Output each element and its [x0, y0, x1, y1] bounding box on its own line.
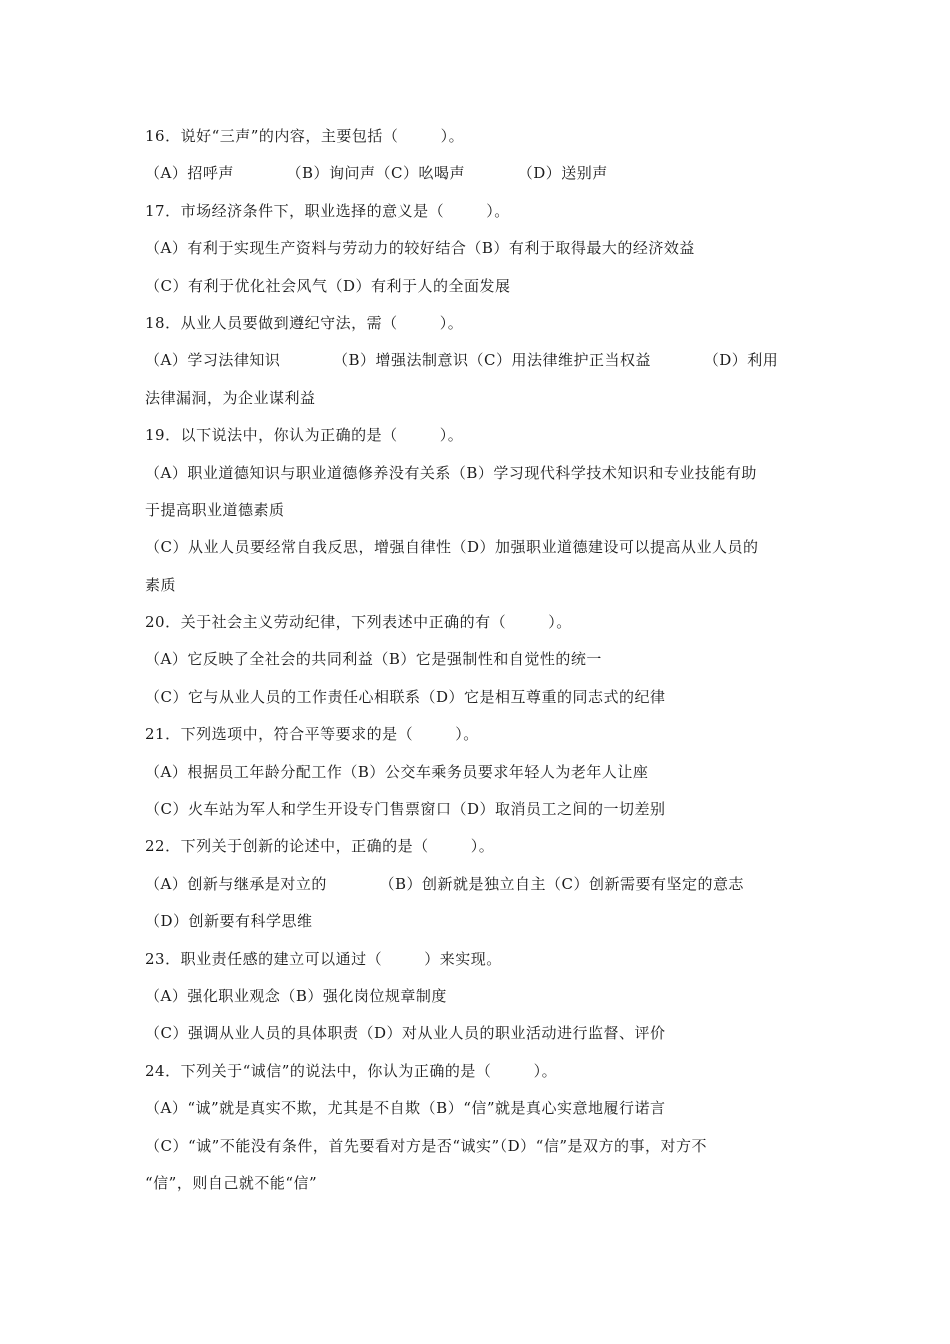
options-18: （A）学习法律知识 （B）增强法制意识（C）用法律维护正当权益 （D）利用: [145, 351, 779, 370]
options-22-a-c: （A）创新与继承是对立的 （B）创新就是独立自主（C）创新需要有坚定的意志: [145, 874, 745, 893]
question-24: 24．下列关于“诚信”的说法中，你认为正确的是（ ）。: [145, 1061, 558, 1080]
options-19-c-d-cont: 素质: [145, 575, 177, 594]
question-17: 17．市场经济条件下，职业选择的意义是（ ）。: [145, 201, 510, 220]
options-23-a-b: （A）强化职业观念（B）强化岗位规章制度: [145, 986, 447, 1005]
options-21-c-d: （C）火车站为军人和学生开设专门售票窗口（D）取消员工之间的一切差别: [145, 800, 666, 819]
question-18: 18．从业人员要做到遵纪守法，需（ ）。: [145, 313, 464, 332]
options-24-c-d: （C）“诚”不能没有条件，首先要看对方是否“诚实”（D）“信”是双方的事，对方不: [145, 1136, 708, 1155]
question-20: 20．关于社会主义劳动纪律，下列表述中正确的有（ ）。: [145, 613, 572, 632]
options-19-a-b-cont: 于提高职业道德素质: [145, 500, 285, 519]
options-24-a-b: （A）“诚”就是真实不欺，尤其是不自欺（B）“信”就是真心实意地履行诺言: [145, 1099, 666, 1118]
options-24-c-d-cont: “信”，则自己就不能“信”: [145, 1173, 318, 1192]
question-21: 21．下列选项中，符合平等要求的是（ ）。: [145, 725, 479, 744]
options-17-c-d: （C）有利于优化社会风气（D）有利于人的全面发展: [145, 276, 511, 295]
options-18-cont: 法律漏洞，为企业谋利益: [145, 388, 316, 407]
question-23: 23．职业责任感的建立可以通过（ ）来实现。: [145, 949, 502, 968]
options-23-c-d: （C）强调从业人员的具体职责（D）对从业人员的职业活动进行监督、评价: [145, 1024, 666, 1043]
options-20-a-b: （A）它反映了全社会的共同利益（B）它是强制性和自觉性的统一: [145, 650, 602, 669]
question-16: 16．说好“三声”的内容，主要包括（ ）。: [145, 127, 465, 145]
options-22-d: （D）创新要有科学思维: [145, 912, 313, 931]
options-16: （A）招呼声 （B）询问声（C）吆喝声 （D）送别声: [145, 164, 608, 183]
options-20-c-d: （C）它与从业人员的工作责任心相联系（D）它是相互尊重的同志式的纪律: [145, 687, 666, 706]
question-22: 22．下列关于创新的论述中，正确的是（ ）。: [145, 837, 495, 856]
options-19-c-d: （C）从业人员要经常自我反思，增强自律性（D）加强职业道德建设可以提高从业人员的: [145, 538, 759, 557]
document-page: [145, 118, 805, 1202]
options-17-a-b: （A）有利于实现生产资料与劳动力的较好结合（B）有利于取得最大的经济效益: [145, 239, 695, 258]
question-19: 19．以下说法中，你认为正确的是（ ）。: [145, 426, 464, 445]
options-19-a-b: （A）职业道德知识与职业道德修养没有关系（B）学习现代科学技术知识和专业技能有助: [145, 463, 757, 482]
options-21-a-b: （A）根据员工年龄分配工作（B）公交车乘务员要求年轻人为老年人让座: [145, 762, 649, 781]
